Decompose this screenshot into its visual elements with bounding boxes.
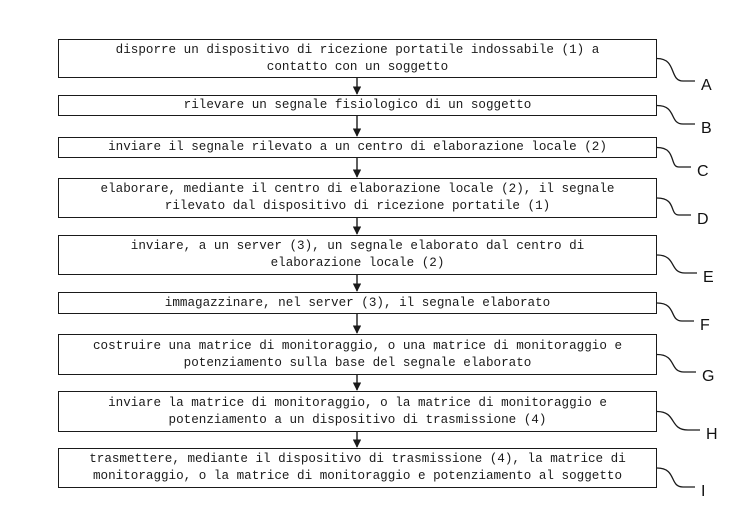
step-box-i: [58, 448, 657, 488]
step-label-b: B: [701, 120, 712, 137]
step-box-b: [58, 95, 657, 116]
step-box-a: [58, 39, 657, 78]
step-label-a: A: [701, 77, 712, 94]
callout-line: [657, 59, 695, 82]
step-text-g: costruire una matrice di monitoraggio, o una matrice di monitoraggio e potenziamento sulla base del segnale elaborato: [92, 338, 623, 370]
step-box-f: [58, 292, 657, 314]
callout-line: [657, 255, 697, 273]
step-box-e: [58, 235, 657, 275]
step-box-h: [58, 391, 657, 432]
step-label-e: E: [703, 269, 714, 286]
callout-line: [657, 198, 691, 215]
callout-line: [657, 468, 695, 487]
callout-line: [657, 355, 696, 373]
step-text-f: immagazzinare, nel server (3), il segnale elaborato: [164, 295, 551, 310]
step-label-d: D: [697, 211, 709, 228]
step-text-b: rilevare un segnale fisiologico di un soggetto: [183, 98, 532, 112]
step-label-f: F: [700, 317, 710, 334]
step-box-d: [58, 178, 657, 218]
callout-line: [657, 106, 695, 125]
step-text-i: trasmettere, mediante il dispositivo di trasmissione (4), la matrice di monitoraggio, o la matrice di monitoraggio e potenziamento al soggetto: [89, 452, 626, 483]
step-text-d: elaborare, mediante il centro di elaborazione locale (2), il segnale rilevato dal dispositivo di ricezione portatile (1): [100, 182, 615, 213]
step-box-c: [58, 137, 657, 158]
step-label-c: C: [697, 163, 709, 180]
step-text-a: disporre un dispositivo di ricezione portatile indossabile (1) a contatto con un soggetto: [115, 42, 600, 74]
step-label-h: H: [706, 426, 718, 443]
step-label-g: G: [702, 368, 715, 385]
step-text-e: inviare, a un server (3), un segnale elaborato dal centro di elaborazione locale (2): [130, 239, 585, 270]
step-label-i: I: [701, 483, 706, 500]
step-box-g: [58, 334, 657, 375]
callout-line: [657, 148, 691, 168]
callout-line: [657, 412, 700, 431]
callout-line: [657, 303, 694, 321]
step-text-c: inviare il segnale rilevato a un centro di elaborazione locale (2): [108, 140, 607, 154]
step-text-h: inviare la matrice di monitoraggio, o la matrice di monitoraggio e potenziamento a un dispositivo di trasmissione (4): [108, 395, 607, 427]
